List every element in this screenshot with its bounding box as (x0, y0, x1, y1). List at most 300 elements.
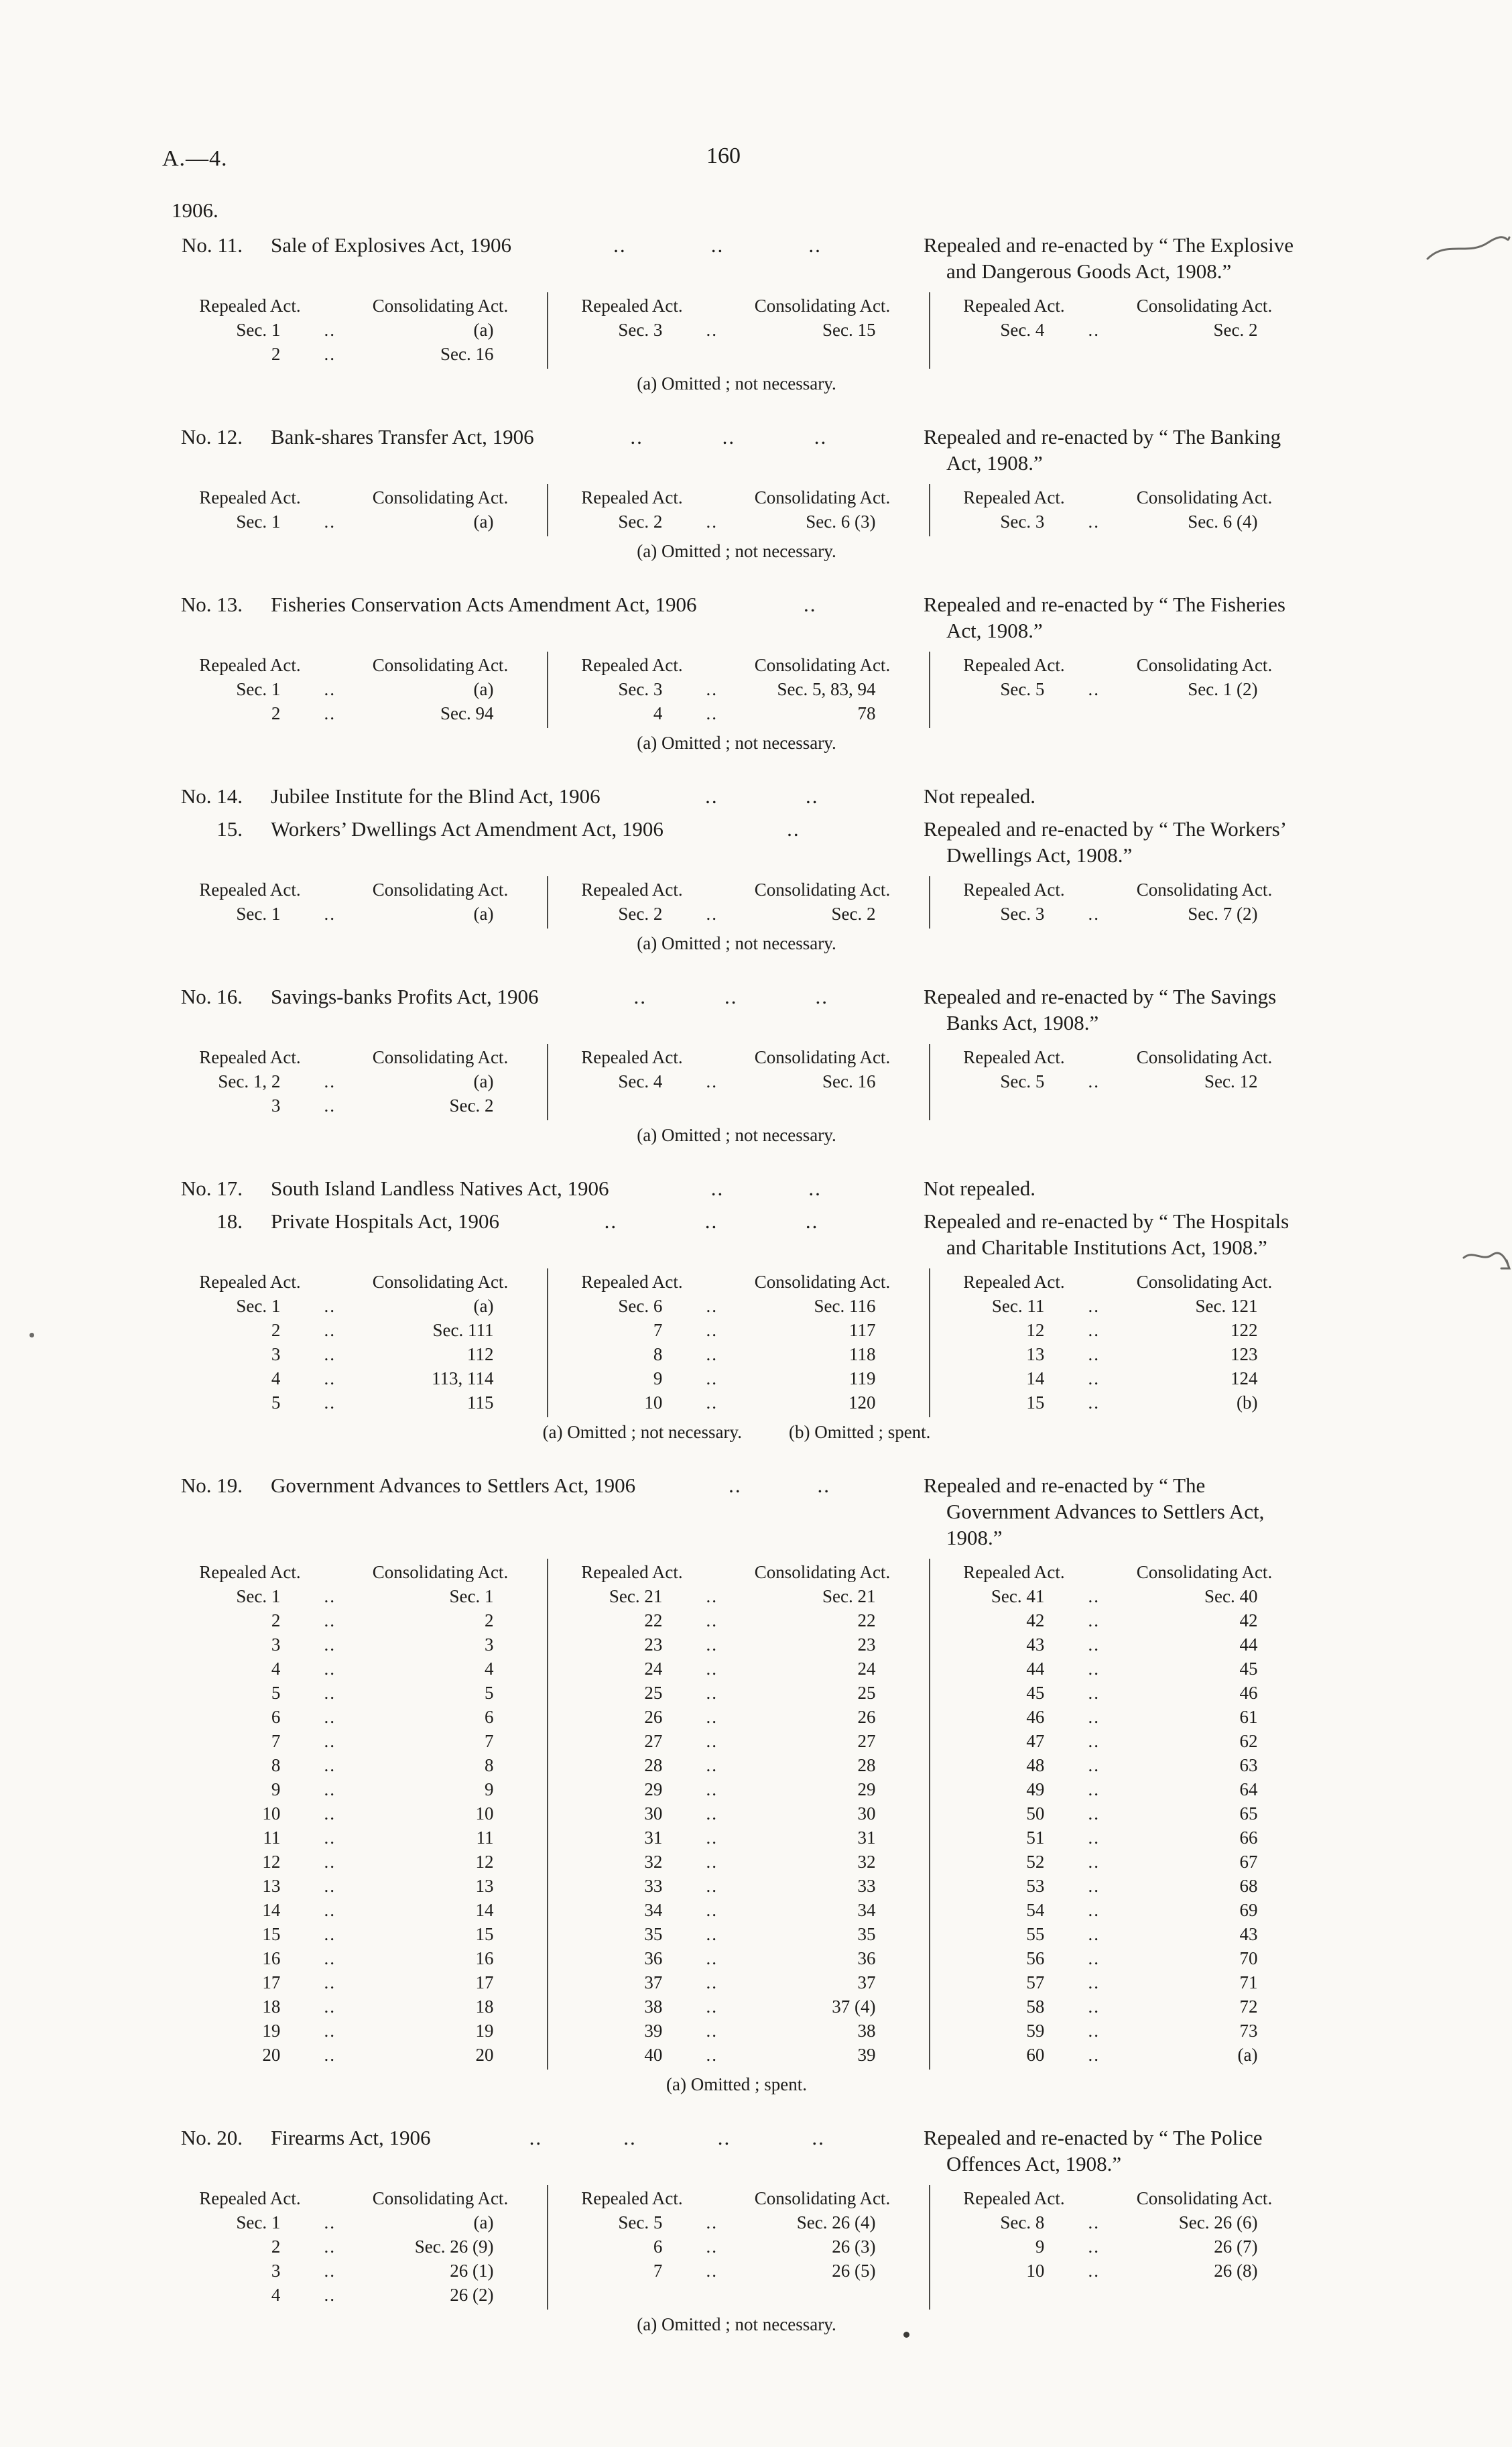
dot-leader: .. (630, 425, 643, 449)
repeal-remark: Repealed and re-enacted by “ The Government Advances to Settlers Act, 1908.” (924, 1474, 1265, 1549)
repealed-section: 7 (653, 2261, 663, 2281)
row-dot-leader: .. (324, 1071, 336, 1091)
consolidating-section: (a) (473, 1296, 494, 1316)
consolidating-section: 23 (857, 1634, 876, 1655)
consolidating-section: 66 (1239, 1828, 1258, 1848)
row-dot-leader: .. (1088, 1071, 1100, 1091)
dot-leader: .. (803, 593, 817, 616)
column-header: Repealed Act. (199, 655, 301, 675)
column-header: Consolidating Act. (754, 1562, 891, 1582)
row-dot-leader: .. (1088, 2212, 1100, 2232)
consolidating-section: 34 (857, 1900, 876, 1920)
year-label: 1906. (172, 198, 218, 222)
table-row (930, 1608, 1311, 1632)
repealed-section: 24 (644, 1659, 663, 1679)
row-dot-leader: .. (324, 703, 336, 723)
ink-dot-bottom (903, 2332, 909, 2338)
column-header: Repealed Act. (199, 880, 301, 900)
table-row (548, 1753, 929, 1777)
table-footnotes (162, 1420, 1311, 1444)
table-row (548, 1681, 929, 1705)
table-row (930, 1922, 1311, 1946)
act-number: 18. (216, 1209, 243, 1233)
repeal-remark: Repealed and re-enacted by “ The Savings Banks Act, 1908.” (924, 985, 1277, 1034)
repealed-section: 60 (1026, 2045, 1045, 2065)
consolidating-section: 24 (857, 1659, 876, 1679)
row-dot-leader: .. (324, 1972, 336, 1992)
column-header: Repealed Act. (963, 1047, 1065, 1067)
table-group-header (548, 1560, 929, 1584)
table-row (930, 1801, 1311, 1826)
consolidating-section: 19 (475, 2021, 494, 2041)
row-dot-leader: .. (706, 1707, 718, 1727)
repealed-section: 20 (262, 2045, 281, 2065)
table-row (166, 342, 547, 366)
repeal-table (166, 876, 1311, 929)
page-header (162, 143, 1311, 180)
table-group (929, 1044, 1311, 1120)
repealed-section: 43 (1026, 1634, 1045, 1655)
table-row (166, 2259, 547, 2283)
table-row (548, 1342, 929, 1366)
consolidating-section: 71 (1239, 1972, 1258, 1992)
row-dot-leader: .. (1088, 512, 1100, 532)
dot-leader: .. (812, 2126, 825, 2149)
consolidating-section: 45 (1239, 1659, 1258, 1679)
repealed-section: 47 (1026, 1731, 1045, 1751)
table-group-header (548, 878, 929, 902)
dot-leader: .. (717, 2126, 731, 2149)
table-row (930, 2043, 1311, 2067)
act-title: South Island Landless Natives Act, 1906 (271, 1177, 609, 1200)
repealed-section: 58 (1026, 1996, 1045, 2017)
consolidating-section: Sec. 21 (822, 1586, 876, 1606)
consolidating-section: 26 (857, 1707, 876, 1727)
column-header: Consolidating Act. (754, 1272, 891, 1292)
table-row (166, 1705, 547, 1729)
repeal-table (166, 292, 1311, 369)
consolidating-section: 119 (848, 1368, 876, 1388)
table-row (166, 1874, 547, 1898)
repealed-section: 34 (644, 1900, 663, 1920)
consolidating-section: 46 (1239, 1683, 1258, 1703)
repealed-section: 40 (644, 2045, 663, 2065)
consolidating-section: 115 (466, 1392, 494, 1413)
table-row (166, 1390, 547, 1415)
consolidating-section: 6 (484, 1707, 494, 1727)
footnote: (a) Omitted ; not necessary. (542, 1422, 742, 1442)
row-dot-leader: .. (324, 2285, 336, 2305)
consolidating-section: Sec. 2 (449, 1095, 494, 1116)
repealed-section: 14 (262, 1900, 281, 1920)
repealed-section: 2 (271, 344, 281, 364)
repealed-section: 22 (644, 1610, 663, 1630)
repealed-section: Sec. 8 (1000, 2212, 1045, 2232)
consolidating-section: 70 (1239, 1948, 1258, 1968)
act-heading-line (162, 591, 1311, 644)
dot-leader: .. (805, 1209, 819, 1233)
consolidating-section: Sec. 6 (3) (806, 512, 876, 532)
row-dot-leader: .. (324, 1852, 336, 1872)
column-header: Consolidating Act. (1136, 1272, 1273, 1292)
table-row (930, 1850, 1311, 1874)
consolidating-section: 9 (484, 1779, 494, 1799)
dot-leader: .. (604, 1209, 618, 1233)
table-group-header (166, 2186, 547, 2210)
act-title: Sale of Explosives Act, 1906 (271, 233, 512, 257)
table-row (930, 1826, 1311, 1850)
row-dot-leader: .. (324, 2236, 336, 2257)
act-number: No. 19. (180, 1474, 243, 1497)
table-group-header (930, 294, 1311, 318)
act-number: No. 14. (180, 784, 243, 808)
table-footnotes (162, 539, 1311, 563)
table-group-header (166, 1270, 547, 1294)
consolidating-section: 26 (5) (832, 2261, 876, 2281)
consolidating-section: 25 (857, 1683, 876, 1703)
column-header: Repealed Act. (581, 880, 683, 900)
consolidating-section: Sec. 2 (1213, 320, 1258, 340)
row-dot-leader: .. (324, 1876, 336, 1896)
dot-leader: .. (729, 1474, 742, 1497)
dot-leader: .. (623, 2126, 637, 2149)
table-group (166, 876, 547, 929)
row-dot-leader: .. (1088, 1586, 1100, 1606)
repeal-table (166, 1268, 1311, 1417)
row-dot-leader: .. (324, 1707, 336, 1727)
table-group (547, 1268, 929, 1417)
table-group (166, 1559, 547, 2070)
consolidating-section: 22 (857, 1610, 876, 1630)
table-row (548, 1994, 929, 2019)
row-dot-leader: .. (324, 904, 336, 924)
table-row (166, 1994, 547, 2019)
consolidating-section: (a) (473, 2212, 494, 2232)
column-header: Repealed Act. (199, 2188, 301, 2208)
repealed-section: 54 (1026, 1900, 1045, 1920)
table-row (166, 1069, 547, 1093)
row-dot-leader: .. (324, 1779, 336, 1799)
table-row (166, 1729, 547, 1753)
footnote: (a) Omitted ; not necessary. (637, 733, 836, 753)
consolidating-section: 4 (484, 1659, 494, 1679)
table-row (166, 1850, 547, 1874)
row-dot-leader: .. (706, 1344, 718, 1364)
row-dot-leader: .. (1088, 2045, 1100, 2065)
column-header: Consolidating Act. (1136, 1047, 1273, 1067)
repealed-section: 3 (271, 1344, 281, 1364)
column-header: Consolidating Act. (372, 1272, 509, 1292)
table-row (166, 902, 547, 926)
table-group (166, 652, 547, 728)
column-header: Repealed Act. (963, 487, 1065, 508)
table-row (930, 510, 1311, 534)
act-number: 15. (216, 817, 243, 841)
consolidating-section: 12 (475, 1852, 494, 1872)
row-dot-leader: .. (1088, 1320, 1100, 1340)
consolidating-section: (a) (473, 904, 494, 924)
repealed-section: 26 (644, 1707, 663, 1727)
table-group (547, 876, 929, 929)
repealed-section: 30 (644, 1803, 663, 1824)
repealed-section: 25 (644, 1683, 663, 1703)
repealed-section: 10 (262, 1803, 281, 1824)
row-dot-leader: .. (706, 679, 718, 699)
consolidating-section: Sec. 121 (1195, 1296, 1258, 1316)
dot-leader: .. (724, 985, 738, 1008)
act-number: No. 17. (180, 1177, 243, 1200)
row-dot-leader: .. (706, 1900, 718, 1920)
repealed-section: 4 (271, 2285, 281, 2305)
column-header: Consolidating Act. (372, 1047, 509, 1067)
consolidating-section: 63 (1239, 1755, 1258, 1775)
row-dot-leader: .. (706, 2261, 718, 2281)
table-row (930, 1874, 1311, 1898)
table-row (930, 2234, 1311, 2259)
row-dot-leader: .. (706, 1392, 718, 1413)
table-group-header (166, 878, 547, 902)
consolidating-section: Sec. 12 (1204, 1071, 1258, 1091)
repealed-section: Sec. 3 (618, 679, 663, 699)
repealed-section: 3 (271, 2261, 281, 2281)
row-dot-leader: .. (706, 1586, 718, 1606)
row-dot-leader: .. (706, 1634, 718, 1655)
dot-leaders (534, 424, 924, 450)
table-row (548, 1069, 929, 1093)
consolidating-section: 72 (1239, 1996, 1258, 2017)
table-group (166, 1268, 547, 1417)
dot-leaders (601, 783, 924, 809)
column-header: Consolidating Act. (372, 487, 509, 508)
column-header: Repealed Act. (199, 1562, 301, 1582)
act-title: Private Hospitals Act, 1906 (271, 1209, 499, 1233)
repealed-section: 15 (1026, 1392, 1045, 1413)
consolidating-section: Sec. 1 (449, 1586, 494, 1606)
table-group (166, 1044, 547, 1120)
repealed-section: 5 (271, 1683, 281, 1703)
dot-leaders (431, 2125, 924, 2151)
consolidating-section: 20 (475, 2045, 494, 2065)
row-dot-leader: .. (324, 320, 336, 340)
row-dot-leader: .. (706, 1610, 718, 1630)
repealed-section: 17 (262, 1972, 281, 1992)
dot-leader: .. (529, 2126, 543, 2149)
repealed-section: 33 (644, 1876, 663, 1896)
table-row (930, 677, 1311, 701)
repealed-section: Sec. 1 (236, 1296, 281, 1316)
table-row (930, 1753, 1311, 1777)
column-header: Consolidating Act. (754, 655, 891, 675)
table-row (930, 1390, 1311, 1415)
table-group (547, 484, 929, 536)
row-dot-leader: .. (324, 1095, 336, 1116)
row-dot-leader: .. (324, 1634, 336, 1655)
consolidating-section: 7 (484, 1731, 494, 1751)
repealed-section: Sec. 11 (991, 1296, 1045, 1316)
table-row (930, 1777, 1311, 1801)
row-dot-leader: .. (324, 1320, 336, 1340)
table-row (930, 1898, 1311, 1922)
consolidating-section: Sec. 94 (440, 703, 494, 723)
column-header: Repealed Act. (581, 1047, 683, 1067)
row-dot-leader: .. (324, 1610, 336, 1630)
table-row (548, 1657, 929, 1681)
row-dot-leader: .. (1088, 1659, 1100, 1679)
consolidating-section: 27 (857, 1731, 876, 1751)
column-header: Repealed Act. (963, 880, 1065, 900)
column-header: Consolidating Act. (1136, 296, 1273, 316)
repealed-section: 2 (271, 1320, 281, 1340)
repealed-section: 59 (1026, 2021, 1045, 2041)
act-title: Firearms Act, 1906 (271, 2126, 431, 2149)
row-dot-leader: .. (706, 2212, 718, 2232)
row-dot-leader: .. (324, 2212, 336, 2232)
table-row (548, 2019, 929, 2043)
consolidating-section: Sec. 16 (822, 1071, 876, 1091)
consolidating-section: Sec. 116 (814, 1296, 876, 1316)
column-header: Consolidating Act. (754, 2188, 891, 2208)
column-header: Consolidating Act. (754, 880, 891, 900)
consolidating-section: 44 (1239, 1634, 1258, 1655)
repeal-remark: Repealed and re-enacted by “ The Fisheries Act, 1908.” (924, 593, 1285, 642)
consolidating-section: 36 (857, 1948, 876, 1968)
table-group-header (166, 1045, 547, 1069)
table-row (930, 318, 1311, 342)
table-row (166, 1294, 547, 1318)
repeal-remark: Not repealed. (924, 784, 1035, 808)
row-dot-leader: .. (1088, 1779, 1100, 1799)
column-header: Consolidating Act. (1136, 2188, 1273, 2208)
act-entry (162, 2125, 1311, 2336)
repealed-section: 8 (271, 1755, 281, 1775)
table-row (548, 1318, 929, 1342)
table-row (930, 1729, 1311, 1753)
column-header: Repealed Act. (963, 655, 1065, 675)
row-dot-leader: .. (324, 1659, 336, 1679)
consolidating-section: 3 (484, 1634, 494, 1655)
footnote: (a) Omitted ; not necessary. (637, 2314, 836, 2334)
table-group (547, 652, 929, 728)
repealed-section: 31 (644, 1828, 663, 1848)
consolidating-section: 13 (475, 1876, 494, 1896)
consolidating-section: Sec. 15 (822, 320, 876, 340)
table-row (930, 1366, 1311, 1390)
act-entry (162, 983, 1311, 1147)
column-header: Consolidating Act. (372, 1562, 509, 1582)
table-row (166, 1584, 547, 1608)
repealed-section: 53 (1026, 1876, 1045, 1896)
row-dot-leader: .. (706, 1320, 718, 1340)
row-dot-leader: .. (324, 1755, 336, 1775)
repeal-table (166, 2185, 1311, 2310)
table-row (930, 1584, 1311, 1608)
table-group-header (548, 485, 929, 510)
repealed-section: Sec. 41 (991, 1586, 1045, 1606)
table-row (166, 1318, 547, 1342)
consolidating-section: 61 (1239, 1707, 1258, 1727)
repeal-remark: Not repealed. (924, 1177, 1035, 1200)
table-row (548, 1970, 929, 1994)
act-entry (162, 783, 1311, 809)
repealed-section: 52 (1026, 1852, 1045, 1872)
column-header: Repealed Act. (199, 1272, 301, 1292)
act-heading-line (162, 2125, 1311, 2177)
table-group-header (930, 1045, 1311, 1069)
consolidating-section: (a) (473, 512, 494, 532)
repealed-section: 4 (271, 1659, 281, 1679)
row-dot-leader: .. (706, 1755, 718, 1775)
row-dot-leader: .. (706, 1731, 718, 1751)
row-dot-leader: .. (1088, 1972, 1100, 1992)
column-header: Repealed Act. (963, 1272, 1065, 1292)
table-group (547, 1044, 929, 1120)
row-dot-leader: .. (324, 1828, 336, 1848)
repealed-section: 3 (271, 1095, 281, 1116)
table-row (930, 1946, 1311, 1970)
table-row (548, 902, 929, 926)
row-dot-leader: .. (706, 512, 718, 532)
repealed-section: 44 (1026, 1659, 1045, 1679)
consolidating-section: 31 (857, 1828, 876, 1848)
repealed-section: 2 (271, 2236, 281, 2257)
row-dot-leader: .. (1088, 904, 1100, 924)
row-dot-leader: .. (324, 1683, 336, 1703)
repealed-section: 5 (271, 1392, 281, 1413)
consolidating-section: Sec. 6 (4) (1188, 512, 1258, 532)
dot-leader: .. (808, 233, 822, 257)
column-header: Consolidating Act. (372, 880, 509, 900)
table-group-header (930, 1270, 1311, 1294)
table-row (930, 2210, 1311, 2234)
repealed-section: Sec. 5 (1000, 679, 1045, 699)
table-row (548, 318, 929, 342)
consolidating-section: 32 (857, 1852, 876, 1872)
column-header: Repealed Act. (963, 296, 1065, 316)
column-header: Consolidating Act. (1136, 487, 1273, 508)
table-row (166, 1826, 547, 1850)
act-number: No. 11. (182, 233, 243, 257)
table-row (166, 677, 547, 701)
repealed-section: Sec. 4 (1000, 320, 1045, 340)
row-dot-leader: .. (1088, 1707, 1100, 1727)
act-title: Government Advances to Settlers Act, 1906 (271, 1474, 636, 1497)
row-dot-leader: .. (1088, 1803, 1100, 1824)
act-entry (162, 1472, 1311, 2096)
table-row (548, 1850, 929, 1874)
table-group (166, 2185, 547, 2310)
dot-leader: .. (722, 425, 736, 449)
repealed-section: Sec. 1 (236, 904, 281, 924)
dot-leader: .. (704, 1209, 718, 1233)
table-row (166, 318, 547, 342)
consolidating-section: 11 (476, 1828, 494, 1848)
consolidating-section: Sec. 26 (9) (414, 2236, 494, 2257)
consolidating-section: 62 (1239, 1731, 1258, 1751)
table-group-header (548, 1270, 929, 1294)
row-dot-leader: .. (706, 1996, 718, 2017)
column-header: Repealed Act. (581, 655, 683, 675)
row-dot-leader: .. (1088, 679, 1100, 699)
row-dot-leader: .. (706, 1779, 718, 1799)
consolidating-section: 33 (857, 1876, 876, 1896)
footnote: (a) Omitted ; not necessary. (637, 933, 836, 953)
table-row (166, 1366, 547, 1390)
row-dot-leader: .. (324, 1392, 336, 1413)
repealed-section: 48 (1026, 1755, 1045, 1775)
table-row (166, 1970, 547, 1994)
row-dot-leader: .. (1088, 1392, 1100, 1413)
column-header: Consolidating Act. (372, 655, 509, 675)
